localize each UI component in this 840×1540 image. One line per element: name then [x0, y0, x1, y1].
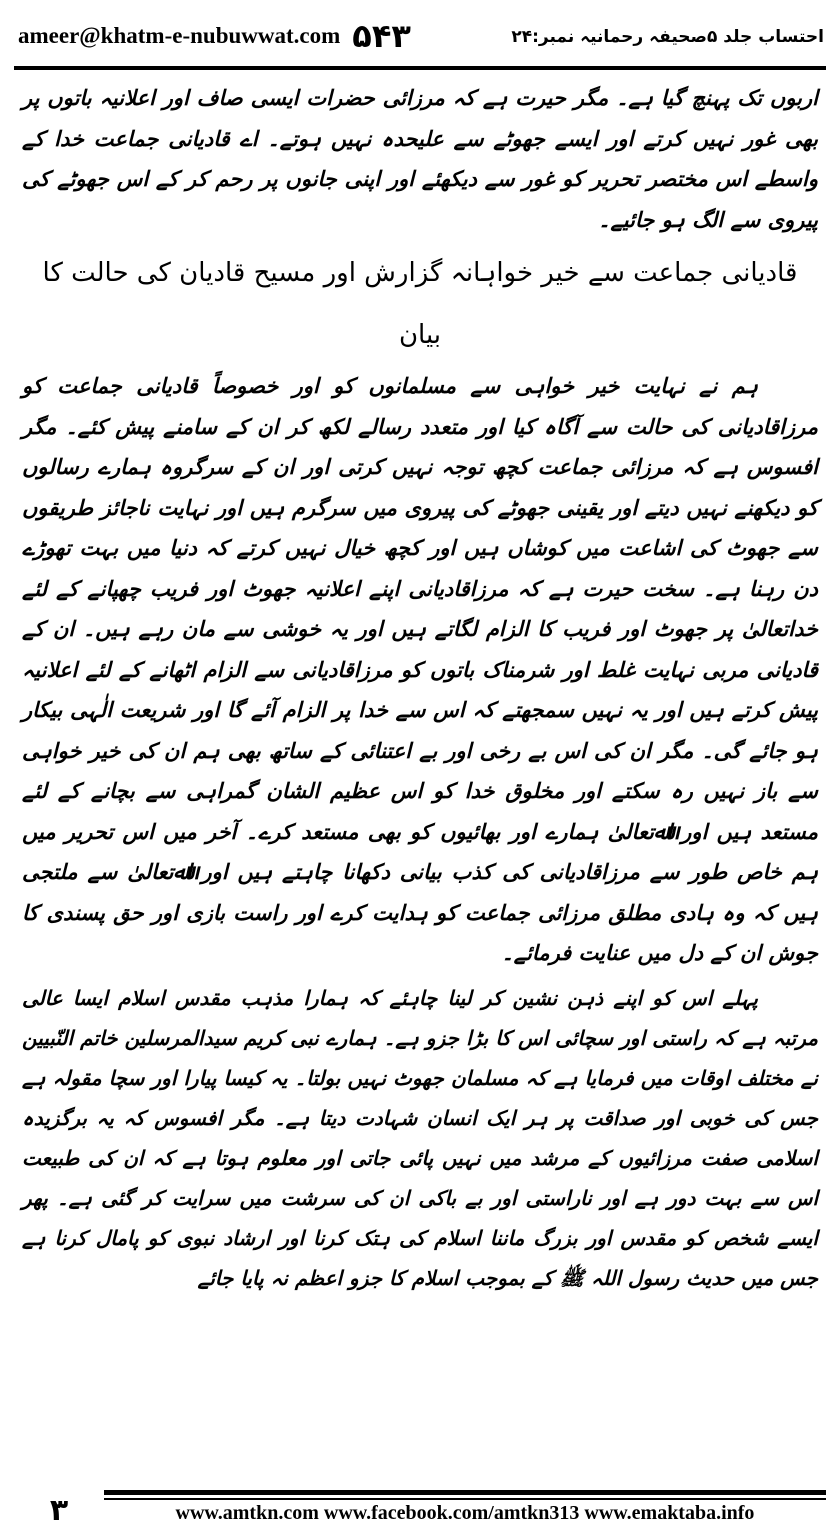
page-header: [18, 10, 824, 62]
footer-links[interactable]: www.amtkn.com www.facebook.com/amtkn313 www.emaktaba.info: [175, 1502, 755, 1524]
page-footer: [14, 1488, 826, 1532]
paragraph-3: پہلے اس کو اپنے ذہن نشین کر لینا چاہئے کہ ہمارا مذہب مقدس اسلام ایسا عالی مرتبہ ہے کہ راستی اور سچائی اس کا بڑا جزو ہے۔ ہمارے نبی کریم سیدالمرسلین خاتم النّبیین نے مختلف اوقات میں فرمایا ہے کہ مسلمان جھوٹ نہیں بولتا۔ یہ کیسا پیارا اور سچا مقولہ ہے جس کی خوبی اور صداقت پر ہر ایک انسان شہادت دیتا ہے۔ مگر افسوس کہ یہ برگزیدہ اسلامی صفت مرزائیوں کے مرشد میں نہیں پائی جاتی اور معلوم ہوتا ہے کہ ان کی طبیعت اس سے بہت دور ہے اور ناراستی اور بے باکی ان کی سرشت میں سرایت کر گئی ہے۔ پھر ایسے شخص کو مقدس اور بزرگ ماننا اسلام کی ہتک کرنا اور ارشاد نبوی کو پامال کرنا ہے جس میں حدیث رسول اللہ ﷺ کے بموجب اسلام کا جزو اعظم نہ پایا جائے: [22, 985, 818, 1290]
footer-page-index: ۳: [49, 1492, 69, 1528]
header-publication: احتساب جلد ۵صحیفہ رحمانیہ نمبر:۲۴: [511, 26, 824, 47]
body-text: [22, 78, 818, 1298]
footer-links-bar: [104, 1488, 826, 1532]
header-page-number: ۵۴۳: [352, 17, 411, 55]
header-email[interactable]: ameer@khatm-e-nubuwwat.com: [18, 23, 341, 48]
paragraph-1: اربوں تک پہنچ گیا ہے۔ مگر حیرت ہے کہ مرزائی حضرات ایسی صاف اور اعلانیہ باتوں پر بھی غور نہیں کرتے اور ایسے جھوٹے سے علیحدہ نہیں ہوتے۔ اے قادیانی جماعت خدا کے واسطے اس مختصر تحریر کو غور سے دیکھئے اور اپنی جانوں پر رحم کر کے اس جھوٹے کی پیروی سے الگ ہو جائیے۔: [22, 86, 818, 232]
footer-rule-thick: [104, 1490, 826, 1495]
header-left: [18, 17, 411, 55]
header-rule: [14, 66, 826, 70]
section-heading: قادیانی جماعت سے خیر خواہانہ گزارش اور مسیح قادیان کی حالت کا بیان: [42, 258, 798, 350]
footer-rule-thin: [104, 1498, 826, 1500]
paragraph-2: ہم نے نہایت خیر خواہی سے مسلمانوں کو اور خصوصاً قادیانی جماعت کو مرزاقادیانی کی حالت سے آگاہ کیا اور متعدد رسالے لکھ کر ان کے سامنے پیش کئے۔ مگر افسوس ہے کہ مرزائی جماعت کچھ توجہ نہیں کرتی اور ان کے سرگروہ ہمارے رسالوں کو دیکھنے نہیں دیتے اور یقینی جھوٹے کی پیروی میں سرگرم ہیں اور نہایت ناجائز طریقوں سے جھوٹ کی اشاعت میں کوشاں ہیں اور کچھ خیال نہیں کرتے کہ دنیا میں بہت تھوڑے دن رہنا ہے۔ سخت حیرت ہے کہ مرزاقادیانی اپنے اعلانیہ جھوٹ اور فریب چھپانے کے لئے خداتعالیٰ پر جھوٹ اور فریب کا الزام لگاتے ہیں اور یہ خوشی سے مان رہے ہیں۔ ان کے قادیانی مربی نہایت غلط اور شرمناک باتوں کو مرزاقادیانی سے الزام اٹھانے کے لئے اعلانیہ پیش کرتے ہیں اور یہ نہیں سمجھتے کہ اس سے خدا پر الزام آئے گا اور شریعت الٰہی بیکار ہو جائے گی۔ مگر ان کی اس بے رخی اور بے اعتنائی کے ساتھ بھی ہم ان کی خیر خواہی سے باز نہیں رہ سکتے اور مخلوق خدا کو اس عظیم الشان گمراہی سے بچانے کے لئے مستعد ہیں اور اﷲتعالیٰ ہمارے اور بھائیوں کو بھی مستعد کرے۔ آخر میں اس تحریر میں ہم خاص طور سے مرزاقادیانی کی کذب بیانی دکھانا چاہتے ہیں اور اﷲتعالیٰ سے ملتجی ہیں کہ وہ ہادی مطلق مرزائی جماعت کو ہدایت کرے اور راست بازی اور حق پسندی کا جوش ان کے دل میں عنایت فرمائے۔: [22, 374, 818, 965]
